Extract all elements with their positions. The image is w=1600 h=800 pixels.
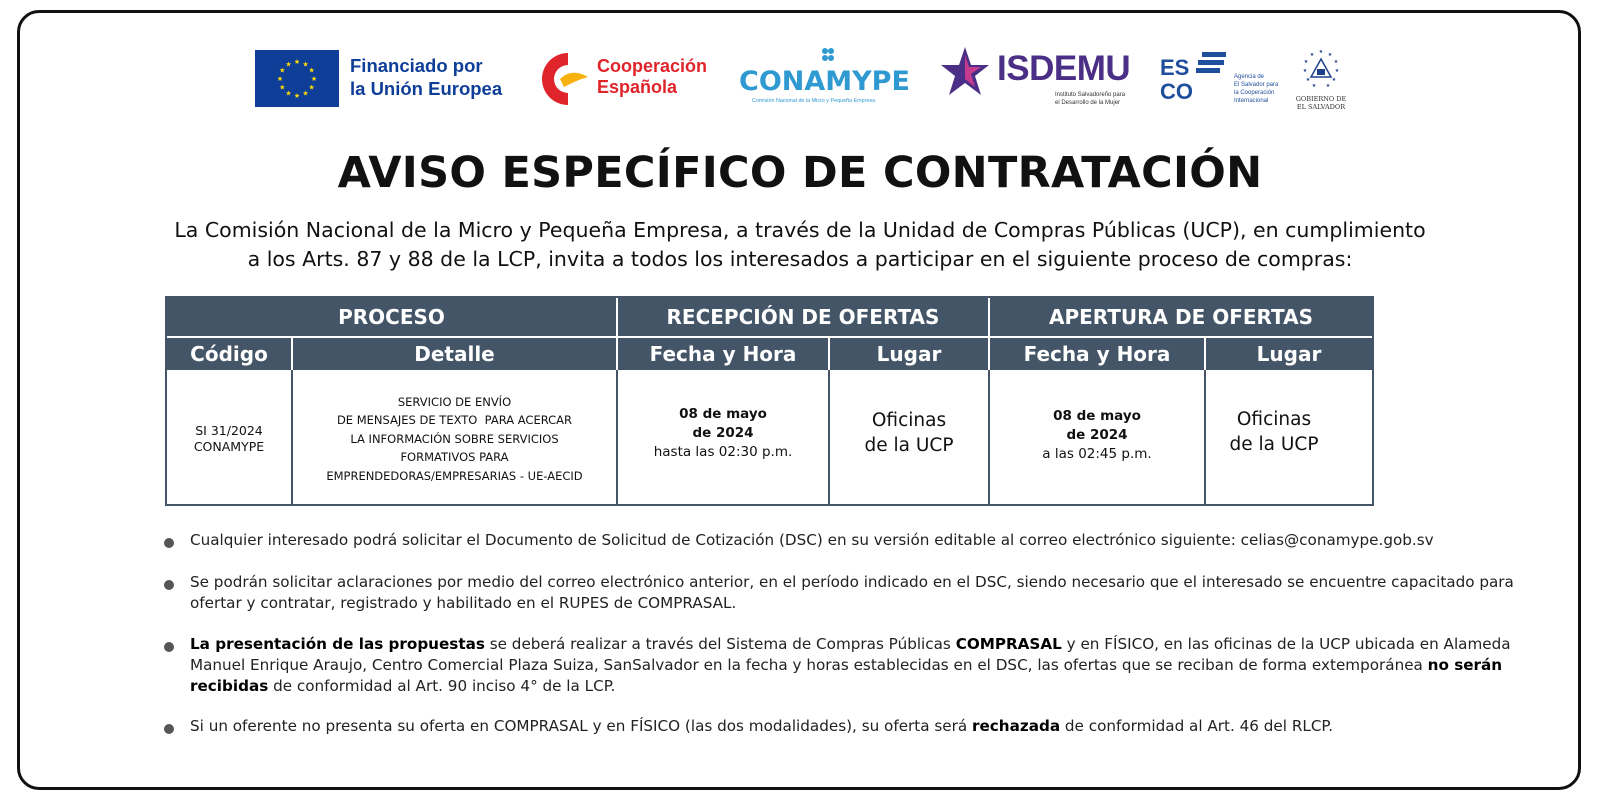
el-salvador-seal-icon: [1300, 47, 1342, 97]
cell-fecha-apertura: [990, 372, 1204, 506]
recepcion-fecha-line-1: 08 de mayo: [679, 405, 767, 422]
cell-detalle: [293, 372, 616, 506]
svg-text:★: ★: [285, 89, 292, 98]
header-codigo: Código: [167, 338, 291, 370]
esco-sub-2: El Salvador para: [1234, 82, 1279, 88]
conamype-logo-name: CONAMYPE: [739, 66, 910, 97]
cooperacion-logo-text: [597, 56, 707, 98]
detalle-line-1: SERVICIO DE ENVÍO: [397, 394, 512, 409]
svg-text:★: ★: [279, 83, 286, 92]
intro-line-1: La Comisión Nacional de la Micro y Pequeña Empresa, a través de la Unidad de Compras Públicas (UCP), en cumplimiento: [174, 218, 1426, 242]
svg-text:★: ★: [1327, 52, 1333, 58]
svg-text:★: ★: [279, 66, 286, 75]
svg-text:★: ★: [285, 60, 292, 69]
svg-text:★: ★: [293, 58, 301, 66]
eu-logo-text: [350, 54, 502, 100]
codigo-line-2: CONAMYPE: [193, 439, 265, 454]
bullet-3-bold-3: no serán recibidas: [190, 656, 1503, 695]
apertura-lugar-line-2: de la UCP: [1229, 434, 1319, 455]
esco-stripes-icon: [1196, 50, 1228, 84]
recepcion-lugar-line-2: de la UCP: [864, 435, 954, 456]
svg-text:★: ★: [1325, 83, 1331, 89]
apertura-fecha-line-2: de 2024: [1066, 426, 1128, 443]
recepcion-lugar-line-1: Oficinas: [871, 410, 947, 431]
header-lugar-recepcion: Lugar: [830, 338, 988, 370]
apertura-lugar-line-1: Oficinas: [1236, 409, 1312, 430]
bullet-3-text-2: y en FÍSICO, en las oficinas de la UCP ubicada en Alameda Manuel Enrique Araujo, Centro Comercial Plaza Suiza, SanSalvador en la fecha y horas establecidas en el DSC, las ofertas que se reciban de forma extemporánea: [190, 635, 1511, 674]
esco-sub-4: Internacional: [1234, 98, 1269, 104]
svg-text:★: ★: [1311, 83, 1317, 89]
bullet-3-text-1: se deberá realizar a través del Sistema de Compras Públicas: [484, 635, 956, 653]
svg-text:★: ★: [1333, 59, 1339, 65]
detalle-line-2: DE MENSAJES DE TEXTO PARA ACERCAR: [336, 413, 573, 428]
isdemu-sub-2: el Desarrollo de la Mujer: [1055, 100, 1121, 106]
detalle-line-5: EMPRENDEDORAS/EMPRESARIAS - UE-AECID: [326, 468, 583, 483]
eu-line-2: la Unión Europea: [350, 78, 503, 99]
eu-flag-icon: [255, 50, 339, 107]
header-detalle: Detalle: [293, 338, 616, 370]
intro-paragraph: [110, 216, 1490, 274]
header-fecha-recepcion: Fecha y Hora: [618, 338, 828, 370]
isdemu-logo-name: ISDEMU: [997, 49, 1131, 88]
conamype-logo-subtitle: Comisión Nacional de la Micro y Pequeña Empresa: [752, 98, 876, 104]
bullet-text-2: Se podrán solicitar aclaraciones por medio del correo electrónico anterior, en el período indicado en el DSC, siendo necesario que el interesado se encuentre capacitado para ofertar y contratar, registrado y habilitado en el RUPES de COMPRASAL.: [190, 573, 1514, 612]
esco-sub-1: Agencia de: [1234, 74, 1265, 80]
esco-sub-3: la Cooperación: [1234, 90, 1275, 96]
recepcion-fecha-line-2: de 2024: [692, 424, 754, 441]
isdemu-sub-1: Instituto Salvadoreño para: [1055, 92, 1126, 98]
svg-text:★: ★: [1303, 59, 1309, 65]
svg-text:★: ★: [302, 60, 309, 69]
esco-logo-subtitle: [1234, 73, 1284, 105]
svg-text:★: ★: [1318, 49, 1324, 55]
bullet-icon: [164, 724, 174, 734]
bullet-4-text-1: Si un oferente no presenta su oferta en COMPRASAL y en FÍSICO (las dos modalidades), su oferta será: [190, 717, 973, 735]
process-table: [165, 296, 1374, 506]
bullet-3-bold-1: La presentación de las propuestas: [190, 635, 485, 653]
bullet-icon: [164, 538, 174, 548]
isdemu-logo-subtitle: [1055, 91, 1125, 107]
page-title: AVISO ESPECÍFICO DE CONTRATACIÓN: [337, 148, 1263, 198]
bullet-icon: [164, 580, 174, 590]
header-apertura: APERTURA DE OFERTAS: [990, 298, 1372, 336]
header-proceso: PROCESO: [167, 298, 616, 336]
apertura-fecha-line-1: 08 de mayo: [1053, 407, 1141, 424]
header-lugar-apertura: Lugar: [1206, 338, 1372, 370]
conamype-dots-icon: [820, 47, 836, 67]
cooperacion-line-1: Cooperación: [597, 56, 708, 76]
detalle-line-4: FORMATIVOS PARA: [400, 450, 509, 465]
header-fecha-apertura: Fecha y Hora: [990, 338, 1204, 370]
svg-text:★: ★: [310, 75, 318, 83]
isdemu-star-icon: [937, 45, 993, 103]
recepcion-hora: hasta las 02:30 p.m.: [653, 443, 793, 460]
intro-line-2: a los Arts. 87 y 88 de la LCP, invita a todos los interesados a participar en el siguiente proceso de compras:: [247, 247, 1353, 271]
bullet-text-1: Cualquier interesado podrá solicitar el Documento de Solicitud de Cotización (DSC) en su versión editable al correo electrónico siguiente: celias@conamype.gob.sv: [190, 531, 1434, 549]
esco-line-1: ES: [1160, 55, 1190, 80]
svg-text:★: ★: [1334, 68, 1340, 74]
bullet-text-4: [190, 716, 1520, 737]
cell-fecha-recepcion: [618, 372, 828, 506]
gobierno-logo-text: [1291, 95, 1351, 111]
bullet-4-bold-1: rechazada: [972, 717, 1061, 735]
gobierno-line-2: EL SALVADOR: [1296, 103, 1346, 111]
svg-text:★: ★: [1305, 77, 1311, 83]
svg-text:★: ★: [308, 66, 315, 75]
bullet-4-text-2: de conformidad al Art. 46 del RLCP.: [1060, 717, 1334, 735]
detalle-line-3: LA INFORMACIÓN SOBRE SERVICIOS: [350, 431, 559, 446]
cooperacion-line-2: Española: [597, 77, 678, 97]
bullet-icon: [164, 642, 174, 652]
bullet-3-text-3: de conformidad al Art. 90 inciso 4° de la LCP.: [268, 677, 616, 695]
svg-text:★: ★: [1302, 68, 1308, 74]
svg-text:★: ★: [1331, 77, 1337, 83]
cell-lugar-apertura: [1206, 372, 1372, 506]
svg-text:★: ★: [293, 92, 301, 100]
header-recepcion: RECEPCIÓN DE OFERTAS: [618, 298, 988, 336]
logo-bar: [0, 0, 1600, 120]
svg-text:★: ★: [308, 83, 315, 92]
apertura-hora: a las 02:45 p.m.: [1042, 445, 1152, 462]
bullet-3-bold-2: COMPRASAL: [955, 635, 1062, 653]
eu-line-1: Financiado por: [350, 55, 483, 76]
gobierno-line-1: GOBIERNO DE: [1295, 95, 1347, 103]
bullet-text-3: [190, 634, 1520, 697]
esco-logo-text: [1160, 56, 1193, 104]
svg-text:★: ★: [302, 89, 309, 98]
cooperacion-espanola-icon: [538, 49, 592, 113]
svg-text:★: ★: [1309, 52, 1315, 58]
cell-lugar-recepcion: [830, 372, 988, 506]
svg-text:★: ★: [276, 75, 284, 83]
cell-codigo: [167, 372, 291, 506]
codigo-line-1: SI 31/2024: [195, 423, 263, 438]
esco-line-2: CO: [1160, 79, 1193, 104]
